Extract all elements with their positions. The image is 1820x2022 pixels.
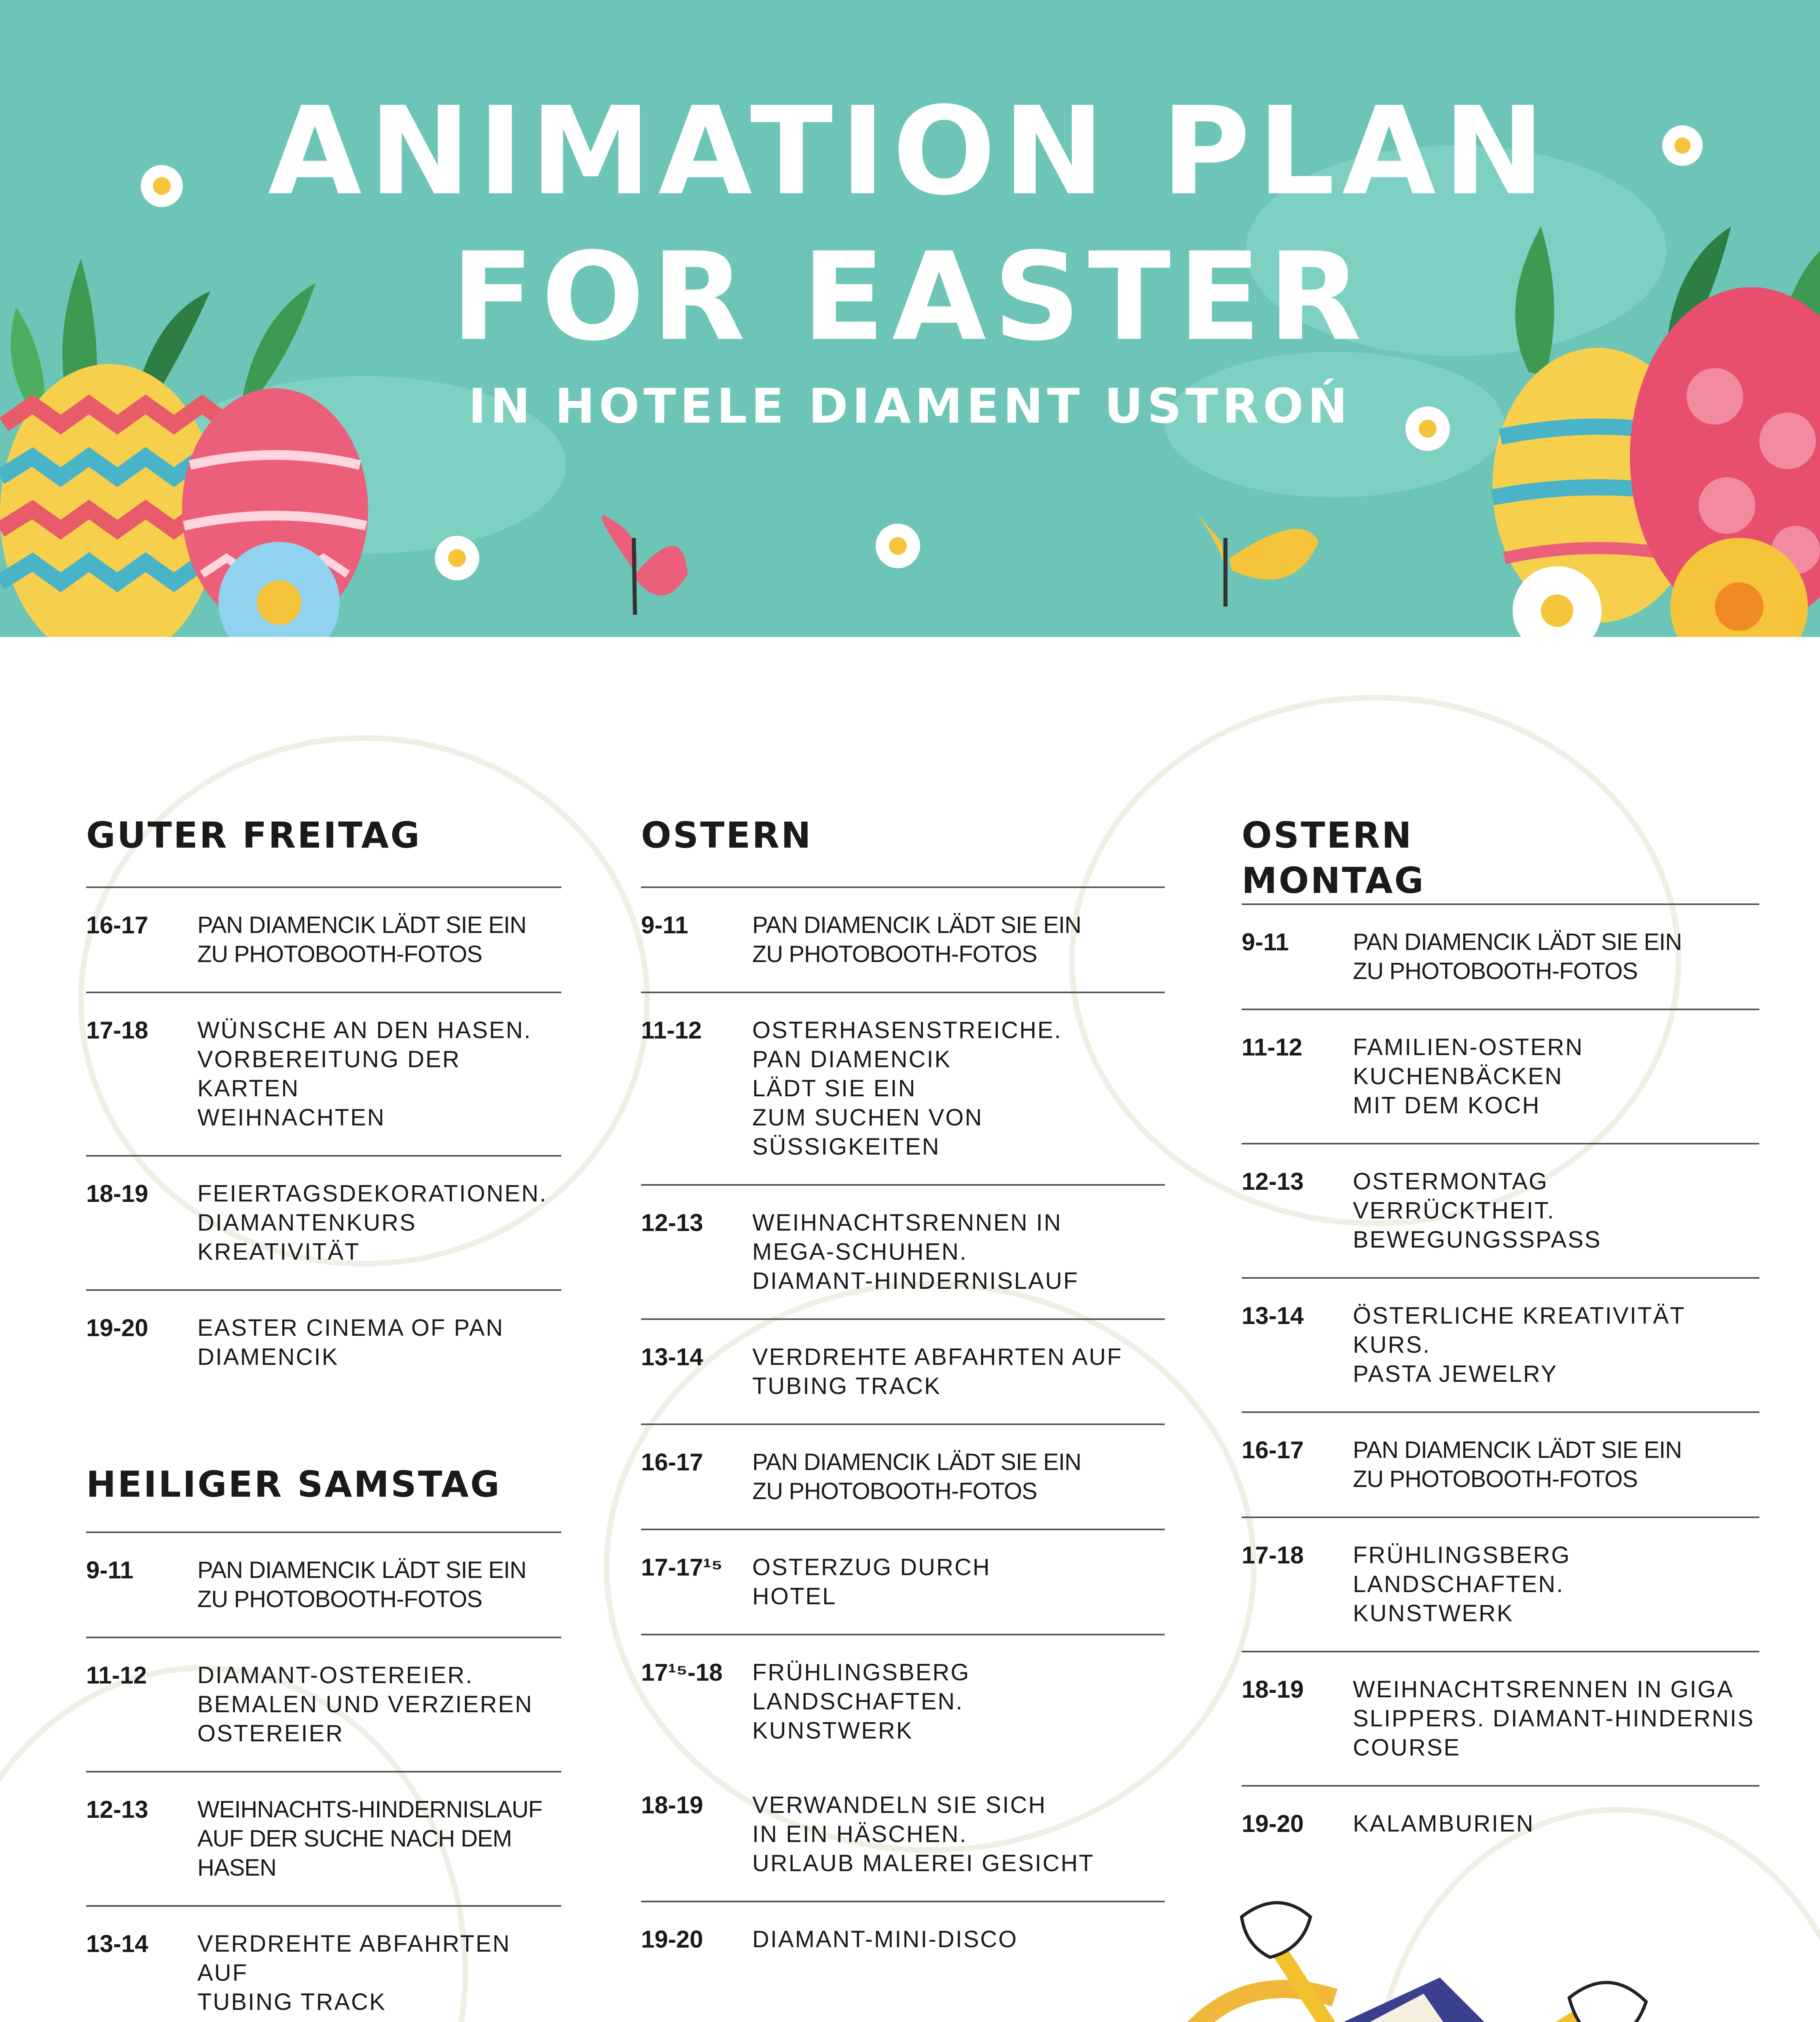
entry-time: 13-14 (641, 1343, 703, 1371)
schedule-entry (1242, 1518, 1759, 1652)
page-title-line1: ANIMATION PLAN (268, 81, 1552, 222)
entry-time: 9-11 (1242, 929, 1289, 956)
schedule-entry (641, 1186, 1165, 1320)
entry-text: FRÜHLINGSBERG LANDSCHAFTEN. KUNSTWERK (1353, 1542, 1571, 1626)
entry-time: 12-13 (641, 1209, 703, 1236)
entry-text: VERDREHTE ABFAHRTEN AUF TUBING TRACK (197, 1931, 511, 2015)
entry-text: WEIHNACHTS-HINDERNISLAUF AUF DER SUCHE NACH DEM HASEN (197, 1796, 542, 1881)
entry-time: 16-17 (641, 1449, 703, 1476)
entry-time: 9-11 (641, 912, 688, 939)
entry-time: 11-12 (1242, 1034, 1303, 1061)
schedule-entry (86, 1533, 561, 1638)
entry-text: DIAMANT-OSTEREIER. BEMALEN UND VERZIEREN OSTEREIER (197, 1662, 533, 1747)
entry-time: 9-11 (86, 1557, 133, 1584)
entry-time: 17-18 (1242, 1542, 1304, 1569)
mascot-illustration (1052, 1844, 1739, 2022)
entry-text: FRÜHLINGSBERG LANDSCHAFTEN. KUNSTWERK (752, 1659, 970, 1744)
entry-text: PAN DIAMENCIK LÄDT SIE EIN ZU PHOTOBOOTH-FOTOS (197, 912, 527, 967)
schedule-entry (86, 1638, 561, 1772)
entry-time: 19-20 (86, 1314, 148, 1341)
schedule-entry (641, 993, 1165, 1186)
schedule-entry (1242, 905, 1759, 1010)
entry-text: VERWANDELN SIE SICH IN EIN HÄSCHEN. URLAUB MALEREI GESICHT (752, 1792, 1094, 1876)
schedule-entry (1242, 1413, 1759, 1518)
entry-time: 18-19 (1242, 1676, 1304, 1703)
day-heading: HEILIGER SAMSTAG (86, 1464, 502, 1505)
entry-text: WÜNSCHE AN DEN HASEN. VORBEREITUNG DER KARTEN WEIHNACHTEN (197, 1017, 532, 1131)
entry-time: 18-19 (641, 1791, 703, 1819)
entry-time: 12-13 (86, 1796, 148, 1823)
entry-text: ÖSTERLICHE KREATIVITÄT KURS. PASTA JEWELRY (1353, 1303, 1686, 1387)
entry-time: 16-17 (1242, 1436, 1304, 1464)
entry-text: VERDREHTE ABFAHRTEN AUF TUBING TRACK (752, 1344, 1123, 1399)
entry-text: KALAMBURIEN (1353, 1810, 1534, 1837)
butterfly-icon (1184, 499, 1318, 607)
schedule-entry (86, 993, 561, 1157)
entry-text: OSTERHASENSTREICHE. PAN DIAMENCIK LÄDT SIE EIN ZUM SUCHEN VON SÜSSIGKEITEN (752, 1017, 1062, 1160)
schedule-entry (1242, 1279, 1759, 1413)
entry-time: 13-14 (86, 1930, 148, 1957)
entry-text: OSTERMONTAG VERRÜCKTHEIT. BEWEGUNGSSPASS (1353, 1168, 1602, 1253)
entry-text: OSTERZUG DURCH HOTEL (752, 1554, 991, 1610)
column-heiliger-samstag (86, 1462, 561, 2022)
day-heading: GUTER FREITAG (86, 814, 421, 856)
column-guter-freitag (86, 813, 561, 1394)
entry-text: FAMILIEN-OSTERN KUCHENBÄCKEN MIT DEM KOCH (1353, 1034, 1584, 1119)
page-title-line2: FOR EASTER (451, 226, 1369, 368)
day-heading: OSTERN (641, 814, 813, 856)
day-heading: OSTERN MONTAG (1242, 814, 1425, 901)
entry-time: 12-13 (1242, 1168, 1304, 1195)
entry-text: EASTER CINEMA OF PAN DIAMENCIK (197, 1315, 504, 1370)
column-ostern (641, 813, 1165, 1977)
entry-time: 16-17 (86, 912, 148, 939)
entry-time: 17¹⁵-18 (641, 1659, 723, 1686)
column-ostern-montag (1242, 813, 1759, 1861)
pan-diamencik-mascot-icon (1242, 1903, 1646, 2022)
schedule-entry (86, 1291, 561, 1394)
page-subtitle: IN HOTELE DIAMENT USTROŃ (468, 378, 1352, 434)
entry-text: FEIERTAGSDEKORATIONEN. DIAMANTENKURS KREATIVITÄT (197, 1180, 548, 1265)
entry-text: PAN DIAMENCIK LÄDT SIE EIN ZU PHOTOBOOTH-FOTOS (752, 1449, 1081, 1504)
schedule-entry (641, 1635, 1165, 1768)
schedule-entry (1242, 1652, 1759, 1787)
schedule-entry (641, 1425, 1165, 1530)
schedule-entry (1242, 1010, 1759, 1144)
entry-time: 19-20 (641, 1926, 703, 1953)
schedule-entry (86, 1157, 561, 1291)
schedule-entry (86, 1772, 561, 1907)
schedule-entry (1242, 1144, 1759, 1279)
schedule-entry (641, 888, 1165, 993)
entry-text: PAN DIAMENCIK LÄDT SIE EIN ZU PHOTOBOOTH-FOTOS (1353, 929, 1682, 984)
entry-text: WEIHNACHTSRENNEN IN GIGA SLIPPERS. DIAMANT-HINDERNIS COURSE (1353, 1676, 1755, 1761)
schedule-entry (641, 1320, 1165, 1425)
entry-time: 11-12 (641, 1017, 702, 1044)
schedule-entry (86, 888, 561, 993)
butterfly-icon (602, 515, 688, 615)
entry-text: DIAMANT-MINI-DISCO (752, 1926, 1018, 1952)
schedule-entry (641, 1530, 1165, 1635)
schedule-entry (86, 1907, 561, 2022)
entry-time: 17-18 (86, 1017, 148, 1044)
header-banner (0, 0, 1820, 637)
entry-time: 18-19 (86, 1180, 148, 1207)
entry-text: WEIHNACHTSRENNEN IN MEGA-SCHUHEN. DIAMANT-HINDERNISLAUF (752, 1210, 1079, 1294)
entry-time: 17-17¹⁵ (641, 1554, 723, 1581)
entry-time: 13-14 (1242, 1302, 1304, 1329)
entry-text: PAN DIAMENCIK LÄDT SIE EIN ZU PHOTOBOOTH-FOTOS (197, 1557, 527, 1612)
entry-time: 11-12 (86, 1662, 147, 1689)
entry-text: PAN DIAMENCIK LÄDT SIE EIN ZU PHOTOBOOTH-FOTOS (752, 912, 1081, 967)
entry-text: PAN DIAMENCIK LÄDT SIE EIN ZU PHOTOBOOTH-FOTOS (1353, 1437, 1682, 1492)
entry-time: 19-20 (1242, 1810, 1304, 1837)
